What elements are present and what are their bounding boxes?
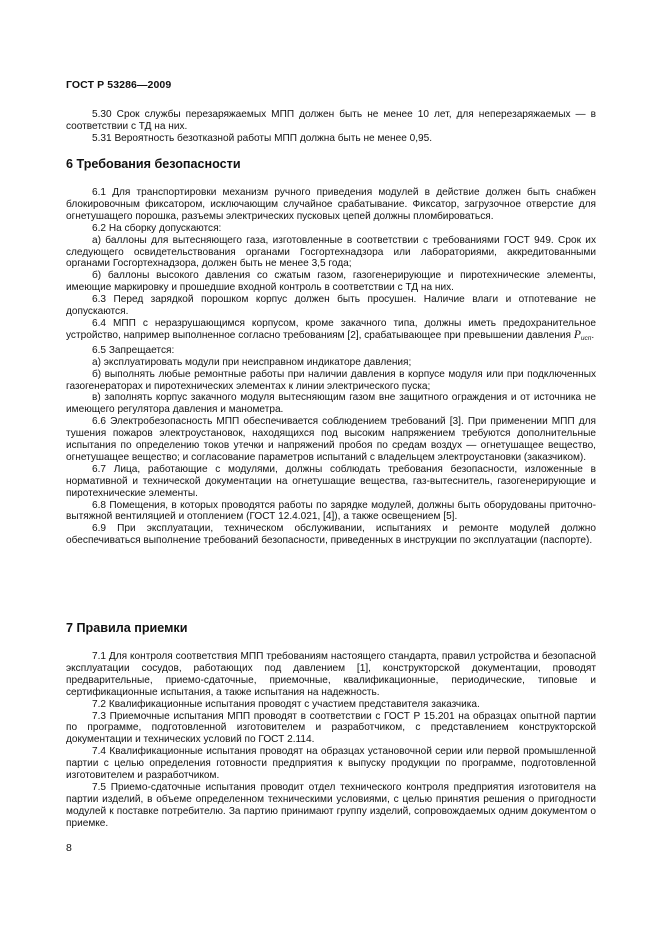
paragraph-6-8: 6.8 Помещения, в которых проводятся работы по зарядке модулей, должны быть оборудованы приточно-вытяжной вентиляцией и отоплением (ГОСТ 12.4.021, [4]), а также освещением [5]. <box>66 499 596 523</box>
section-6-title-block <box>66 157 596 172</box>
section-6-body <box>66 187 596 547</box>
paragraph-6-2-a: а) баллоны для вытесняющего газа, изготовленные в соответствии с требованиями ГОСТ 949. Срок их следующего освидетельствования органами Госгортехнадзора или лабораториями, аккредитованными органами Госгортехнадзора, должен быть не менее 3,5 года; <box>66 234 596 270</box>
page-number: 8 <box>66 842 72 854</box>
paragraph-6-5-a: а) эксплуатировать модули при неисправном индикаторе давления; <box>92 356 412 368</box>
paragraph-6-5-b: б) выполнять любые ремонтные работы при наличии давления в корпусе модуля или при подключенных газогенераторах и пиротехнических элементах к линии электрического пуска; <box>66 368 596 392</box>
paragraph-6-4 <box>66 318 596 345</box>
paragraph-5-30: 5.30 Срок службы перезаряжаемых МПП должен быть не менее 10 лет, для неперезаряжаемых — в соответствии с ТД на них. <box>66 109 596 132</box>
paragraph-6-5-c: в) заполнять корпус закачного модуля вытесняющим газом вне защитного ограждения и от источника не имеющего регулятора давления и манометра. <box>66 392 596 416</box>
paragraph-6-5: 6.5 Запрещается: <box>92 344 175 356</box>
paragraph-7-2: 7.2 Квалификационные испытания проводят с участием представителя заказчика. <box>92 698 480 710</box>
paragraph-6-4-end: . <box>591 329 595 341</box>
paragraph-7-5: 7.5 Приемо-сдаточные испытания проводит отдел технического контроля предприятия изготовителя на партии изделий, в объеме определенном техническими условиями, с целью принятия решения о пригодности модулей к поставке потребителю. За партию принимают группу изделий, сопровождаемых одним документом о приемке. <box>66 781 596 829</box>
paragraph-6-2: 6.2 На сборку допускаются: <box>92 222 222 234</box>
paragraph-5-31: 5.31 Вероятность безотказной работы МПП должна быть не менее 0,95. <box>92 132 433 144</box>
section-7-title-block <box>66 621 596 636</box>
paragraph-6-7: 6.7 Лица, работающие с модулями, должны соблюдать требования безопасности, изложенные в нормативной и технической документации на огнетушащие вещества, газ-вытеснитель, газогенерирующие и пиротехнические элементы. <box>66 463 596 499</box>
paragraph-7-1: 7.1 Для контроля соответствия МПП требованиям настоящего стандарта, правил устройства и безопасной эксплуатации сосудов, работающих под давлением [1], конструкторской документации, проводят предварительные, приемо-сдаточные, приемочные, квалификационные, периодические, типовые и сертификационные испытания, а также испытания на надежность. <box>66 651 596 698</box>
section-7-body <box>66 651 596 830</box>
pressure-variable: P <box>573 328 581 341</box>
paragraph-6-6: 6.6 Электробезопасность МПП обеспечивается соблюдением требований [3]. При применении МПП для тушения пожаров электроустановок, находящихся под высоким напряжением требуются дополнительные испытания по определению токов утечки и напряжений пробоя по средам воздух — огнетушащее вещество, огнетушащее вещество; и согласование параметров испытаний с владельцем электроустановки (заказчиком). <box>66 416 596 463</box>
pressure-subscript: исп <box>580 334 592 342</box>
paragraph-6-2-b: б) баллоны высокого давления со сжатым газом, газогенерирующие и пиротехнические элементы, имеющие маркировку и прошедшие входной контроль в соответствии с ТД на них. <box>66 270 596 294</box>
paragraph-6-4-text: 6.4 МПП с неразрушающимся корпусом, кроме закачного типа, должны иметь предохранительное устройство, например выполненное согласно требованиям [2], срабатывающее при превышении давления <box>66 317 596 341</box>
paragraph-7-3: 7.3 Приемочные испытания МПП проводят в соответствии с ГОСТ Р 15.201 на образцах опытной партии по программе, подготовленной изготовителем и разработчиком, с представлением конструкторской документации и технических условий по ГОСТ 2.114. <box>66 710 596 746</box>
paragraph-7-4: 7.4 Квалификационные испытания проводят на образцах установочной серии или первой промышленной партии с целью определения готовности предприятия к выпуску продукции по программе, подготовленной изготовителем и разработчиком. <box>66 746 596 782</box>
intro-block <box>66 109 596 145</box>
paragraph-6-3: 6.3 Перед зарядкой порошком корпус должен быть просушен. Наличие влаги и отпотевание не допускаются. <box>66 294 596 318</box>
standard-code-header: ГОСТ Р 53286—2009 <box>66 79 172 91</box>
section-7-title: 7 Правила приемки <box>66 621 188 635</box>
paragraph-6-1: 6.1 Для транспортировки механизм ручного приведения модулей в действие должен быть снабжен блокировочным фиксатором, исключающим случайное срабатывание. Фиксатор, загрузочное отверстие для огнетушащего порошка, разъемы электрических пусковых цепей должны пломбироваться. <box>66 187 596 222</box>
section-6-title: 6 Требования безопасности <box>66 157 241 171</box>
paragraph-6-9: 6.9 При эксплуатации, техническом обслуживании, испытаниях и ремонте модулей должно обеспечиваться выполнение требований безопасности, приведенных в инструкции по эксплуатации (паспорте). <box>66 523 596 547</box>
